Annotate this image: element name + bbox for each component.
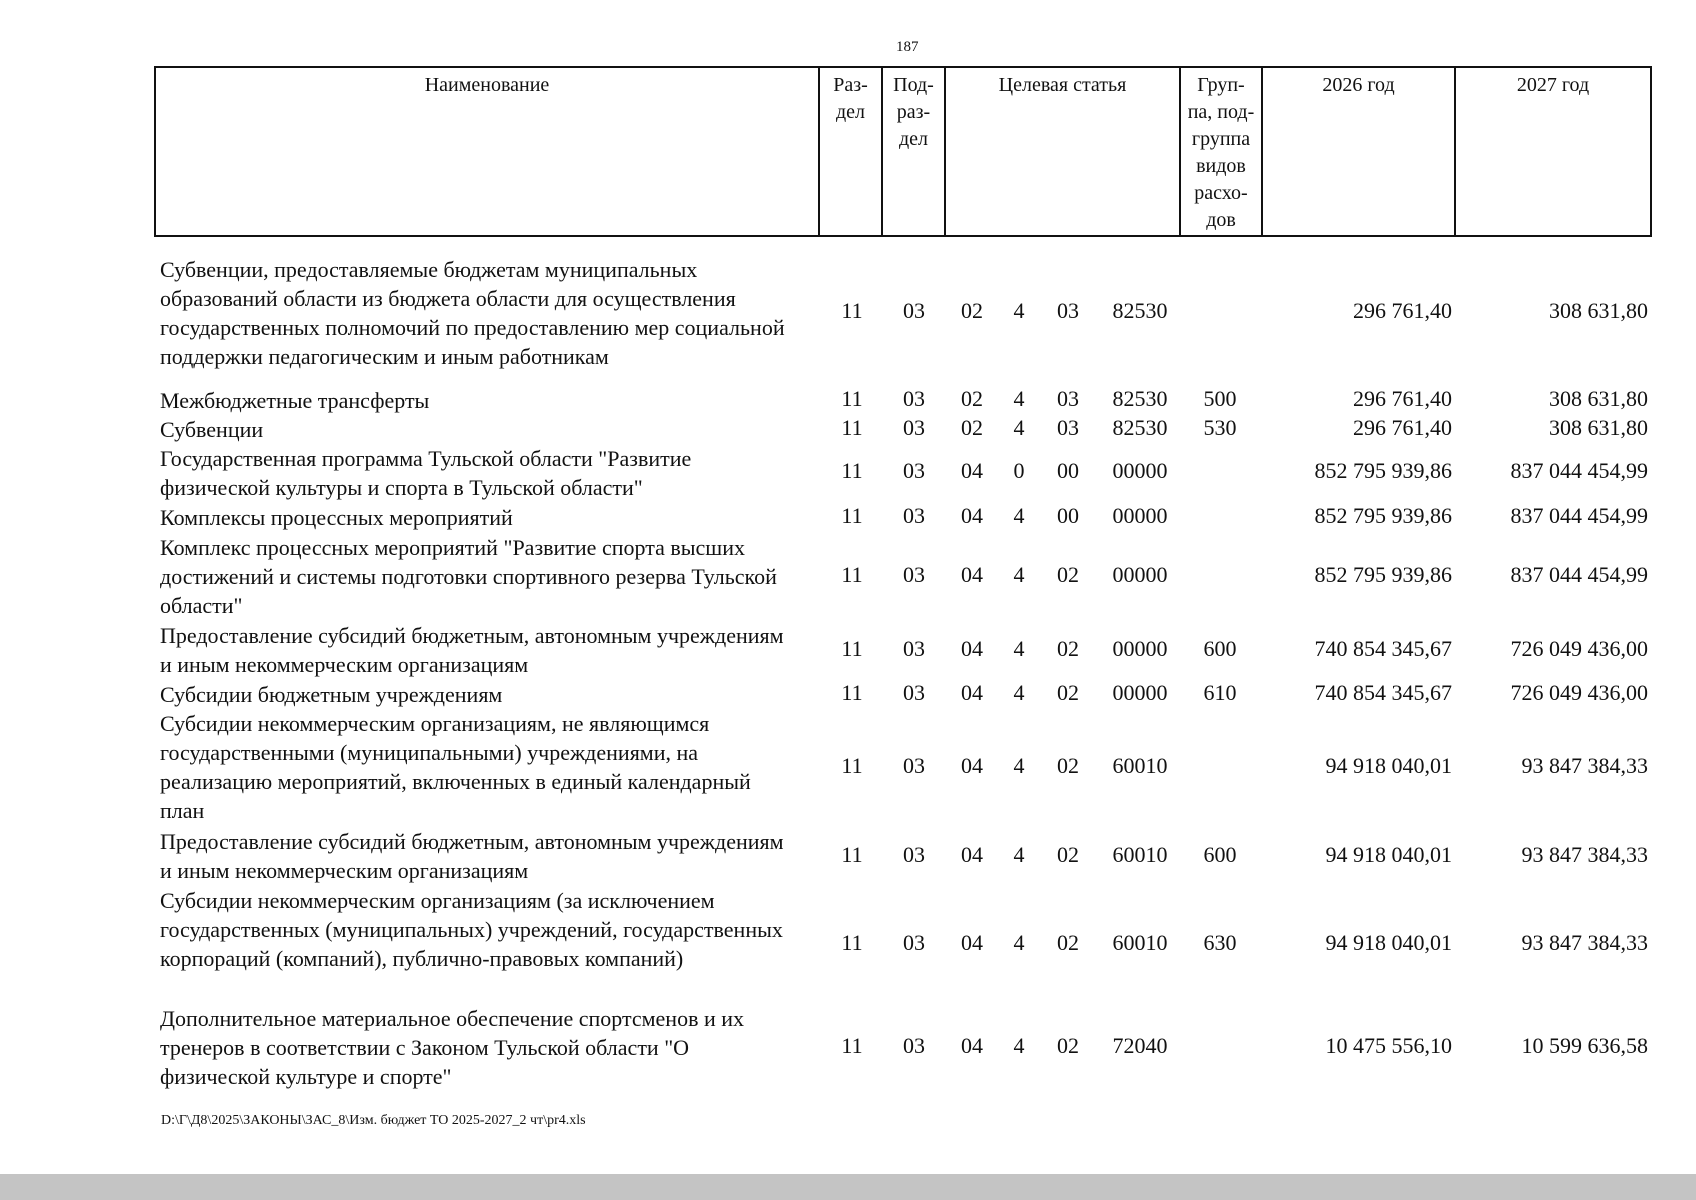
target-type-cell: 4: [1013, 636, 1025, 661]
target-subprogram-cell: 02: [1057, 930, 1079, 955]
podrazdel-cell: 03: [903, 386, 925, 411]
razdel-cell: 11: [841, 636, 863, 661]
razdel-cell: 11: [841, 753, 863, 778]
file-path-footer: D:\Г\Д8\2025\ЗАКОНЫ\ЗАС_8\Изм. бюджет ТО 2025-2027_2 чт\pr4.xls: [161, 1113, 586, 1128]
target-type-cell: 4: [1013, 753, 1025, 778]
row-name-cell: Субсидии некоммерческим организациям, не являющимся государственными (муниципальными) учреждениями, на реализацию мероприятий, включенных в единый календарный план: [160, 711, 751, 823]
amount-2027-cell: 93 847 384,33: [1521, 930, 1648, 955]
target-subprogram-cell: 02: [1057, 753, 1079, 778]
target-direction-cell: 60010: [1112, 753, 1168, 778]
amount-2026-cell: 740 854 345,67: [1314, 680, 1452, 705]
amount-2027-cell: 308 631,80: [1549, 386, 1648, 411]
target-program-cell: 02: [961, 298, 983, 323]
target-subprogram-cell: 02: [1057, 636, 1079, 661]
amount-2027-cell: 837 044 454,99: [1510, 503, 1648, 528]
amount-2026-cell: 296 761,40: [1353, 386, 1452, 411]
target-direction-cell: 82530: [1112, 415, 1168, 440]
target-type-cell: 4: [1013, 930, 1025, 955]
target-program-cell: 04: [961, 636, 983, 661]
amount-2026-cell: 296 761,40: [1353, 415, 1452, 440]
target-program-cell: 04: [961, 930, 983, 955]
amount-2026-cell: 852 795 939,86: [1314, 562, 1452, 587]
razdel-cell: 11: [841, 298, 863, 323]
podrazdel-cell: 03: [903, 753, 925, 778]
target-type-cell: 4: [1013, 386, 1025, 411]
amount-2027-cell: 837 044 454,99: [1510, 458, 1648, 483]
podrazdel-cell: 03: [903, 415, 925, 440]
razdel-cell: 11: [841, 680, 863, 705]
target-direction-cell: 00000: [1112, 562, 1168, 587]
razdel-cell: 11: [841, 1033, 863, 1058]
amount-2027-cell: 726 049 436,00: [1510, 680, 1648, 705]
row-name-cell: Комплекс процессных мероприятий "Развитие спорта высших достижений и системы подготовки спортивного резерва Тульской области": [160, 535, 777, 618]
target-program-cell: 04: [961, 503, 983, 528]
target-subprogram-cell: 00: [1057, 458, 1079, 483]
header-year-2026: 2026 год: [1262, 67, 1455, 236]
target-type-cell: 4: [1013, 298, 1025, 323]
header-year-2027: 2027 год: [1455, 67, 1651, 236]
target-program-cell: 02: [961, 415, 983, 440]
target-program-cell: 04: [961, 680, 983, 705]
razdel-cell: 11: [841, 930, 863, 955]
target-program-cell: 04: [961, 842, 983, 867]
amount-2027-cell: 93 847 384,33: [1521, 842, 1648, 867]
expense-group-cell: 600: [1203, 842, 1237, 867]
target-type-cell: 4: [1013, 562, 1025, 587]
podrazdel-cell: 03: [903, 842, 925, 867]
amount-2027-cell: 837 044 454,99: [1510, 562, 1648, 587]
header-group: Груп- па, под- группа видов расхо- дов: [1180, 67, 1262, 236]
expense-group-cell: 610: [1203, 680, 1237, 705]
header-name: Наименование: [155, 67, 819, 236]
target-subprogram-cell: 03: [1057, 386, 1079, 411]
target-direction-cell: 72040: [1112, 1033, 1168, 1058]
amount-2026-cell: 296 761,40: [1353, 298, 1452, 323]
amount-2026-cell: 740 854 345,67: [1314, 636, 1452, 661]
amount-2026-cell: 852 795 939,86: [1314, 503, 1452, 528]
podrazdel-cell: 03: [903, 458, 925, 483]
podrazdel-cell: 03: [903, 930, 925, 955]
target-type-cell: 4: [1013, 842, 1025, 867]
podrazdel-cell: 03: [903, 298, 925, 323]
target-program-cell: 04: [961, 753, 983, 778]
target-program-cell: 02: [961, 386, 983, 411]
razdel-cell: 11: [841, 562, 863, 587]
target-program-cell: 04: [961, 562, 983, 587]
row-name-cell: Предоставление субсидий бюджетным, автономным учреждениям и иным некоммерческим организациям: [160, 623, 784, 677]
target-subprogram-cell: 02: [1057, 562, 1079, 587]
target-program-cell: 04: [961, 458, 983, 483]
row-name-cell: Комплексы процессных мероприятий: [160, 505, 513, 530]
amount-2027-cell: 10 599 636,58: [1521, 1033, 1648, 1058]
document-page: 187 Наименование Раз- дел Под- раз- дел Целевая статья Груп- па, под- группа видов расхо- дов 2026 год 2027 год Субвенции, предоставляемые бюджетам муниципальных образований области из бюджета области для осуществления государственных полномочий по предоставлению мер социальной поддержки педагогическим и иным работникам 11 03 02 4 03 82530 296 761,40 308 631,80 Межбюджетные трансферты 11 03 02 4 03 82530 500 296 761,40 308 631,80 Субвенции 11 03 02 4 03 82530 530 296 761,40 308 631,80 Государственная программа Тульской области "Развитие физической культуры и спорта в Тульской области" 11 03 04 0 00 00000 852 795 939,86 837 044 454,99 Комплексы процессных мероприятий 11 03 04 4 00 00000 852 795 939,86 837 044 454,99 Комплекс процессных мероприятий "Развитие спорта высших достижений и системы подготовки спортивного резерва Тульской области" 11 03 04 4 02 00000 852 795 939,86 837 044 454,99 Предоставление субсидий бюджетным, автономным учреждениям и иным некоммерческим организациям 11 03 04 4 02 00000 600 740 854 345,67 726 049 436,00 Субсидии бюджетным учреждениям 11 03 04 4 02 00000 610 740 854 345,67 726 049 436,00 Субсидии некоммерческим организациям, не являющимся государственными (муниципальными) учреждениями, на реализацию мероприятий, включенных в единый календарный план 11 03 04 4 02 60010 94 918 040,01 93 847 384,33 Предоставление субсидий бюджетным, автономным учреждениям и иным некоммерческим организациям 11 03 04 4 02 60010 600 94 918 040,01 93 847 384,33 Субсидии некоммерческим организациям (за исключением государственных (муниципальных) учреждений, государственных корпораций (компаний), публично-правовых компаний) 11 03 04 4 02 60010 630 94 918 040,01 93 847 384,33 Дополнительное материальное обеспечение спортсменов и их тренеров в соответствии с Законом Тульской области "О физической культуре и спорте" 11 03 04 4 02 72040 10 475 556,10 10 599 636,58 D:\Г\Д8\2025\ЗАКОНЫ\ЗАС_8\Изм. бюджет ТО 2025-2027_2 чт\pr4.xls: [0, 0, 1696, 1174]
podrazdel-cell: 03: [903, 1033, 925, 1058]
target-direction-cell: 60010: [1112, 842, 1168, 867]
target-type-cell: 4: [1013, 415, 1025, 440]
amount-2027-cell: 93 847 384,33: [1521, 753, 1648, 778]
target-direction-cell: 00000: [1112, 680, 1168, 705]
header-target: Целевая статья: [945, 67, 1180, 236]
target-type-cell: 0: [1013, 458, 1025, 483]
target-direction-cell: 82530: [1112, 386, 1168, 411]
amount-2026-cell: 10 475 556,10: [1325, 1033, 1452, 1058]
row-name-cell: Дополнительное материальное обеспечение спортсменов и их тренеров в соответствии с Законом Тульской области "О физической культуре и спорте": [160, 1006, 745, 1089]
podrazdel-cell: 03: [903, 503, 925, 528]
target-direction-cell: 60010: [1112, 930, 1168, 955]
podrazdel-cell: 03: [903, 562, 925, 587]
target-program-cell: 04: [961, 1033, 983, 1058]
header-razdel: Раз- дел: [819, 67, 882, 236]
amount-2027-cell: 726 049 436,00: [1510, 636, 1648, 661]
header-podrazdel: Под- раз- дел: [882, 67, 945, 236]
row-name-cell: Субсидии бюджетным учреждениям: [160, 682, 503, 707]
target-subprogram-cell: 02: [1057, 842, 1079, 867]
target-type-cell: 4: [1013, 503, 1025, 528]
amount-2026-cell: 94 918 040,01: [1325, 930, 1452, 955]
razdel-cell: 11: [841, 503, 863, 528]
target-direction-cell: 82530: [1112, 298, 1168, 323]
target-type-cell: 4: [1013, 680, 1025, 705]
razdel-cell: 11: [841, 415, 863, 440]
amount-2027-cell: 308 631,80: [1549, 298, 1648, 323]
row-name-cell: Межбюджетные трансферты: [160, 388, 430, 413]
target-subprogram-cell: 02: [1057, 680, 1079, 705]
target-direction-cell: 00000: [1112, 458, 1168, 483]
podrazdel-cell: 03: [903, 636, 925, 661]
razdel-cell: 11: [841, 458, 863, 483]
expense-group-cell: 500: [1203, 386, 1237, 411]
row-name-cell: Предоставление субсидий бюджетным, автономным учреждениям и иным некоммерческим организациям: [160, 829, 784, 883]
target-subprogram-cell: 03: [1057, 298, 1079, 323]
target-subprogram-cell: 03: [1057, 415, 1079, 440]
target-direction-cell: 00000: [1112, 503, 1168, 528]
row-name-cell: Субвенции: [160, 417, 264, 442]
target-type-cell: 4: [1013, 1033, 1025, 1058]
amount-2026-cell: 94 918 040,01: [1325, 753, 1452, 778]
razdel-cell: 11: [841, 386, 863, 411]
target-subprogram-cell: 02: [1057, 1033, 1079, 1058]
target-direction-cell: 00000: [1112, 636, 1168, 661]
razdel-cell: 11: [841, 842, 863, 867]
row-name-cell: Субсидии некоммерческим организациям (за исключением государственных (муниципальных) учреждений, государственных корпораций (компаний), публично-правовых компаний): [160, 888, 783, 971]
expense-group-cell: 530: [1203, 415, 1237, 440]
amount-2026-cell: 852 795 939,86: [1314, 458, 1452, 483]
podrazdel-cell: 03: [903, 680, 925, 705]
expense-group-cell: 630: [1203, 930, 1237, 955]
row-name-cell: Государственная программа Тульской области "Развитие физической культуры и спорта в Тульской области": [160, 446, 692, 500]
expense-group-cell: 600: [1203, 636, 1237, 661]
amount-2026-cell: 94 918 040,01: [1325, 842, 1452, 867]
target-subprogram-cell: 00: [1057, 503, 1079, 528]
amount-2027-cell: 308 631,80: [1549, 415, 1648, 440]
row-name-cell: Субвенции, предоставляемые бюджетам муниципальных образований области из бюджета области для осуществления государственных полномочий по предоставлению мер социальной поддержки педагогическим и иным работникам: [160, 257, 785, 369]
